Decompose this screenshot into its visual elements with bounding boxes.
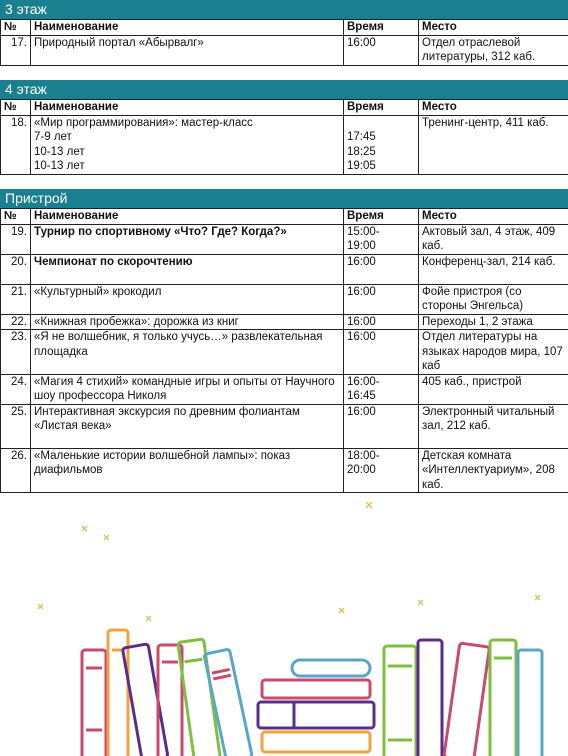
- row-num: 26.: [1, 448, 31, 493]
- table-header-row: [1, 20, 568, 36]
- table-row: [1, 224, 568, 254]
- books-illustration: [0, 490, 568, 756]
- col-place: Место: [419, 20, 568, 36]
- row-time: 17:45 18:25 19:05: [344, 115, 419, 174]
- row-place: Отдел отраслевой литературы, 312 каб.: [419, 35, 568, 65]
- row-name: «Мир программирования»: мастер-класс 7-9 лет 10-13 лет 10-13 лет: [31, 115, 344, 174]
- schedule-table: [0, 19, 568, 66]
- row-time: 16:00: [344, 284, 419, 314]
- section-annex: [0, 189, 568, 493]
- row-num: 24.: [1, 374, 31, 404]
- table-row: [1, 284, 568, 314]
- col-name: Наименование: [31, 209, 344, 225]
- row-place: Фойе пристроя (со стороны Энгельса): [419, 284, 568, 314]
- row-name: «Маленькие истории волшебной лампы»: показ диафильмов: [31, 448, 344, 493]
- row-place: Тренинг-центр, 411 каб.: [419, 115, 568, 174]
- col-num: №: [1, 209, 31, 225]
- row-num: 22.: [1, 314, 31, 330]
- schedule-table: [0, 99, 568, 175]
- row-num: 18.: [1, 115, 31, 174]
- row-time: 15:00- 19:00: [344, 224, 419, 254]
- row-num: 25.: [1, 404, 31, 448]
- section-4-floor: [0, 80, 568, 175]
- row-name: «Книжная пробежка»: дорожка из книг: [31, 314, 344, 330]
- col-time: Время: [344, 100, 419, 116]
- sparkle-icons: [38, 502, 540, 621]
- row-num: 17.: [1, 35, 31, 65]
- section-title: 3 этаж: [0, 0, 568, 19]
- row-place: 405 каб., пристрой: [419, 374, 568, 404]
- section-3-floor: [0, 0, 568, 66]
- col-num: №: [1, 100, 31, 116]
- section-title: 4 этаж: [0, 80, 568, 99]
- row-name: Турнир по спортивному «Что? Где? Когда?»: [31, 224, 344, 254]
- row-num: 19.: [1, 224, 31, 254]
- row-place: Актовый зал, 4 этаж, 409 каб.: [419, 224, 568, 254]
- col-time: Время: [344, 20, 419, 36]
- table-row: [1, 314, 568, 330]
- row-time: 16:00: [344, 330, 419, 375]
- row-time: 16:00: [344, 254, 419, 284]
- row-name: «Культурный» крокодил: [31, 284, 344, 314]
- table-row: [1, 115, 568, 174]
- row-time: 18:00- 20:00: [344, 448, 419, 493]
- row-time: 16:00: [344, 404, 419, 448]
- table-row: [1, 374, 568, 404]
- col-num: №: [1, 20, 31, 36]
- col-place: Место: [419, 100, 568, 116]
- table-header-row: [1, 100, 568, 116]
- section-title: Пристрой: [0, 189, 568, 208]
- row-name: Природный портал «Абырвалг»: [31, 35, 344, 65]
- table-row: [1, 330, 568, 375]
- table-row: [1, 254, 568, 284]
- row-place: Детская комната «Интеллектуариум», 208 каб.: [419, 448, 568, 493]
- row-time: 16:00- 16:45: [344, 374, 419, 404]
- table-row: [1, 448, 568, 493]
- schedule-table: [0, 208, 568, 493]
- row-place: Переходы 1, 2 этажа: [419, 314, 568, 330]
- row-place: Конференц-зал, 214 каб.: [419, 254, 568, 284]
- col-name: Наименование: [31, 100, 344, 116]
- row-time: 16:00: [344, 35, 419, 65]
- table-header-row: [1, 209, 568, 225]
- row-name: «Я не волшебник, я только учусь…» развлекательная площадка: [31, 330, 344, 375]
- row-place: Отдел литературы на языках народов мира, 107 каб: [419, 330, 568, 375]
- col-name: Наименование: [31, 20, 344, 36]
- row-num: 20.: [1, 254, 31, 284]
- table-row: [1, 404, 568, 448]
- row-num: 21.: [1, 284, 31, 314]
- row-name: Интерактивная экскурсия по древним фолиантам «Листая века»: [31, 404, 344, 448]
- row-place: Электронный читальный зал, 212 каб.: [419, 404, 568, 448]
- col-time: Время: [344, 209, 419, 225]
- row-num: 23.: [1, 330, 31, 375]
- row-name: «Магия 4 стихий» командные игры и опыты от Научного шоу профессора Николя: [31, 374, 344, 404]
- table-row: [1, 35, 568, 65]
- col-place: Место: [419, 209, 568, 225]
- row-time: 16:00: [344, 314, 419, 330]
- row-name: Чемпионат по скорочтению: [31, 254, 344, 284]
